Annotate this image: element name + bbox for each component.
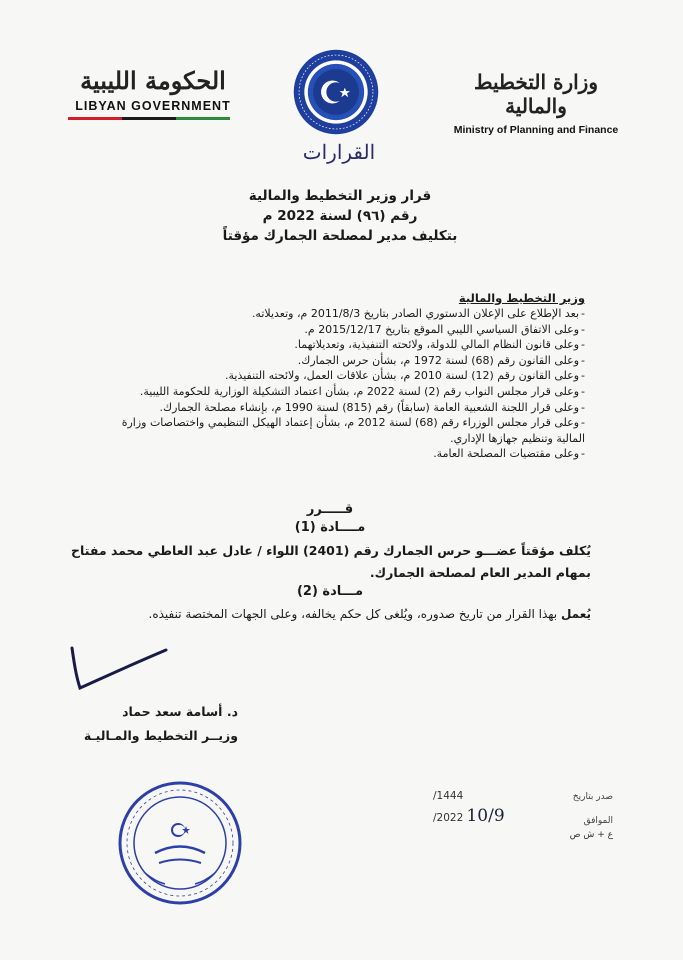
article-1-lead: يُكلف مؤقتاً [521, 543, 591, 558]
title-line-1: قرار وزير التخطيط والمالية [248, 188, 432, 204]
preamble-item: -وعلى قرار مجلس الوزراء رقم (68) لسنة 2012 م، بشأن إعتماد الهيكل التنظيمي واختصاصات وزارة المالية وتنظيم جهازها الإداري. [121, 416, 585, 445]
handwritten-date: 10/9 [466, 806, 505, 826]
gregorian-date: 2022/ [433, 812, 464, 824]
title-line-3: بتكليف مدير لمصلحة الجمارك مؤقتاً [222, 228, 458, 244]
issue-date-block [433, 790, 613, 844]
flag-red-stripe [68, 117, 122, 120]
gregorian-date-row [433, 806, 613, 826]
flag-green-stripe [176, 117, 230, 120]
ministry-seal-icon [292, 48, 380, 136]
signature-block [68, 700, 238, 748]
government-arabic-name: الحكومة الليبية [80, 66, 226, 95]
ministry-logo [451, 70, 621, 136]
article-1-text-2: بمهام المدير العام لمصلحة الجمارك. [369, 565, 591, 580]
flag-black-stripe [122, 117, 176, 120]
hijri-date: 1444/ [433, 790, 464, 802]
preamble-heading: وزير التخطيط والمالية [458, 291, 585, 305]
article-1-body [71, 540, 591, 584]
reference-row [433, 830, 613, 840]
signatory-name: د. أسامة سعد حماد [122, 704, 238, 719]
government-logo [68, 66, 238, 120]
decisions-label: القرارات [302, 140, 376, 164]
ministry-arabic-name: وزارة التخطيط والمالية [474, 70, 598, 118]
decree-title [150, 186, 530, 246]
article-2-text: بهذا القرار من تاريخ صدوره، ويُلغى كل حكم يخالفه، وعلى الجهات المختصة تنفيذه. [148, 607, 558, 621]
reference-code: ع + ش ص [569, 830, 613, 840]
signatory-title: وزيــر التخطيط والمـاليـة [83, 728, 238, 743]
ministry-english-name: Ministry of Planning and Finance [453, 124, 619, 136]
flag-color-bar [68, 117, 230, 120]
article-2-body [71, 604, 591, 624]
preamble-item: -وعلى قانون النظام المالي للدولة، ولائحته التنفيذية، وتعديلاتهما. [294, 338, 585, 352]
article-1-heading: مــــادة (1) [294, 520, 366, 535]
preamble-item: -وعلى القانون رقم (12) لسنة 2010 م، بشأن علاقات العمل، ولائحته التنفيذية. [225, 369, 585, 383]
preamble-list [115, 306, 585, 462]
corresponding-label: الموافق [583, 816, 613, 826]
preamble-item: -وعلى الاتفاق السياسي الليبي الموقع بتاريخ 2015/12/17 م. [304, 322, 585, 336]
preamble-item: -وعلى القانون رقم (68) لسنة 1972 م، بشأن حرس الجمارك. [297, 353, 585, 367]
official-stamp-icon [115, 778, 245, 908]
government-english-name: LIBYAN GOVERNMENT [75, 99, 231, 113]
hijri-date-row [433, 790, 613, 802]
title-line-2: رقم (٩٦) لسنة 2022 م [262, 208, 418, 224]
preamble-item: -وعلى مقتضيات المصلحة العامة. [433, 447, 585, 461]
issued-label: صدر بتاريخ [572, 792, 613, 802]
article-1-text: عضـــو حرس الجمارك رقم (2401) اللواء / عادل عبد العاطي محمد مفتاح [71, 543, 518, 558]
article-2-lead: يُعمل [560, 607, 591, 621]
preamble-item: -وعلى قرار اللجنة الشعبية العامة (سابقاً) رقم (815) لسنة 1990 م، بإنشاء مصلحة الجمارك. [159, 400, 585, 414]
preamble-item: -بعد الإطلاع على الإعلان الدستوري الصادر بتاريخ 2011/8/3 م، وتعديلاته. [251, 307, 585, 320]
article-2-heading: مـــادة (2) [296, 584, 364, 599]
preamble-item: -وعلى قرار مجلس النواب رقم (2) لسنة 2022 م، بشأن اعتماد التشكيلة الوزارية للحكومة الليبية. [139, 384, 585, 398]
signature-check-icon [58, 640, 178, 700]
decided-heading: قـــــرر [306, 502, 354, 517]
